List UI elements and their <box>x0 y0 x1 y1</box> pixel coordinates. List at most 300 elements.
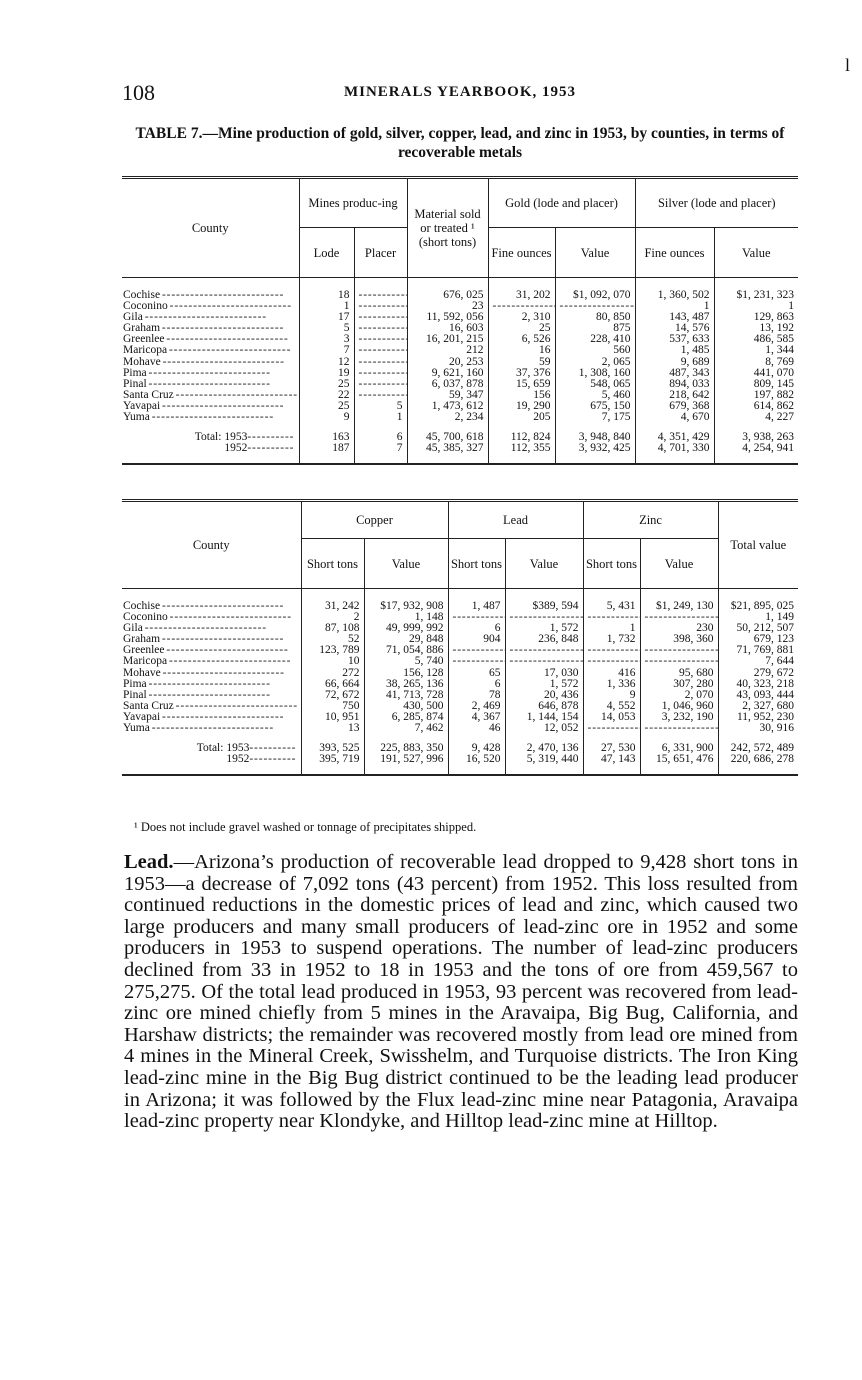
cell-lode: 25 <box>299 401 354 412</box>
empty-cell <box>354 301 407 312</box>
cell-material: 1, 473, 612 <box>407 401 488 412</box>
cell-gold_oz: 25 <box>488 323 555 334</box>
county-name: Pinal - - - <box>122 379 299 390</box>
county-name: Greenlee - - - <box>122 334 299 345</box>
cell-cu_t: 2 <box>301 612 364 623</box>
cell-material: 16, 201, 215 <box>407 334 488 345</box>
spacer-row <box>122 454 798 464</box>
table-row <box>122 601 798 612</box>
empty-cell <box>354 368 407 379</box>
cell-cu_t: 52 <box>301 634 364 645</box>
table-row <box>122 690 798 701</box>
cell-pb_t: 1, 487 <box>448 601 505 612</box>
table-row <box>122 634 798 645</box>
cell-gold_oz: 15, 659 <box>488 379 555 390</box>
cell-gold_val: 2, 065 <box>555 357 635 368</box>
county-name: Maricopa - - - <box>122 656 301 667</box>
spacer-cell <box>354 423 407 432</box>
table-row <box>122 368 798 379</box>
total-silver_oz: 4, 701, 330 <box>635 443 714 454</box>
cell-cu_t: 750 <box>301 701 364 712</box>
paragraph-lead-in: Lead. <box>124 851 174 873</box>
table-row <box>122 623 798 634</box>
cell-total: 679, 123 <box>718 634 798 645</box>
cell-zn_t: 4, 552 <box>583 701 640 712</box>
spacer-cell <box>635 278 714 291</box>
cell-zn_v: $1, 249, 130 <box>640 601 718 612</box>
total-row <box>122 432 798 443</box>
cell-silver_oz: 143, 487 <box>635 312 714 323</box>
cell-total: 40, 323, 218 <box>718 679 798 690</box>
total-silver_val: 3, 938, 263 <box>714 432 798 443</box>
cell-silver_oz: 9, 689 <box>635 357 714 368</box>
empty-cell <box>640 656 718 667</box>
empty-cell <box>505 656 583 667</box>
cell-cu_v: 156, 128 <box>364 668 448 679</box>
cell-silver_oz: 894, 033 <box>635 379 714 390</box>
county-name: Coconino - - - <box>122 301 299 312</box>
spacer-cell <box>488 278 555 291</box>
cell-material: 676, 025 <box>407 290 488 301</box>
footnote: ¹ Does not include gravel washed or tonnage of precipitates shipped. <box>134 820 477 834</box>
spacer-cell <box>635 454 714 464</box>
total-silver_oz: 4, 351, 429 <box>635 432 714 443</box>
cell-gold_oz: 205 <box>488 412 555 423</box>
spacer-cell <box>718 765 798 775</box>
spacer-cell <box>640 765 718 775</box>
cell-material: 6, 037, 878 <box>407 379 488 390</box>
total-pb_t: 16, 520 <box>448 754 505 765</box>
cell-pb_t: 65 <box>448 668 505 679</box>
col-zinc-value: Value <box>640 539 718 589</box>
table-row <box>122 290 798 301</box>
total-zn_v: 6, 331, 900 <box>640 743 718 754</box>
total-zn_v: 15, 651, 476 <box>640 754 718 765</box>
spacer-cell <box>583 765 640 775</box>
empty-cell <box>640 645 718 656</box>
empty-cell <box>354 312 407 323</box>
cell-pb_t: 4, 367 <box>448 712 505 723</box>
total-total: 220, 686, 278 <box>718 754 798 765</box>
page-header <box>122 80 798 110</box>
cell-total: 50, 212, 507 <box>718 623 798 634</box>
cell-pb_t: 78 <box>448 690 505 701</box>
spacer-cell <box>448 589 505 602</box>
spacer-row <box>122 278 798 291</box>
cell-silver_oz: 537, 633 <box>635 334 714 345</box>
total-cu_v: 225, 883, 350 <box>364 743 448 754</box>
cell-total: 11, 952, 230 <box>718 712 798 723</box>
cell-gold_val: 5, 460 <box>555 390 635 401</box>
col-silver-fine-ounces: Fine ounces <box>635 228 714 278</box>
table-row <box>122 645 798 656</box>
county-name: Yuma - - - <box>122 412 299 423</box>
cell-zn_v: 3, 232, 190 <box>640 712 718 723</box>
cell-cu_v: 5, 740 <box>364 656 448 667</box>
cell-gold_val: 548, 065 <box>555 379 635 390</box>
cell-zn_v: 95, 680 <box>640 668 718 679</box>
cell-pb_v: 1, 572 <box>505 679 583 690</box>
cell-cu_v: 1, 148 <box>364 612 448 623</box>
county-name: Mohave - - - <box>122 357 299 368</box>
spacer-cell <box>583 589 640 602</box>
col-silver: Silver (lode and placer) <box>635 178 798 228</box>
cell-pb_v: 236, 848 <box>505 634 583 645</box>
total-pb_v: 2, 470, 136 <box>505 743 583 754</box>
cell-lode: 9 <box>299 412 354 423</box>
cell-zn_v: 398, 360 <box>640 634 718 645</box>
cell-zn_v: 1, 046, 960 <box>640 701 718 712</box>
county-name: Coconino - - - <box>122 612 301 623</box>
cell-cu_v: 41, 713, 728 <box>364 690 448 701</box>
total-material: 45, 385, 327 <box>407 443 488 454</box>
cell-total: 71, 769, 881 <box>718 645 798 656</box>
spacer-cell <box>583 734 640 743</box>
spacer-cell <box>122 454 299 464</box>
spacer-cell <box>555 278 635 291</box>
empty-cell <box>354 345 407 356</box>
spacer-cell <box>122 734 301 743</box>
cell-material: 212 <box>407 345 488 356</box>
spacer-cell <box>505 765 583 775</box>
cell-silver_oz: 1, 360, 502 <box>635 290 714 301</box>
total-material: 45, 700, 618 <box>407 432 488 443</box>
cell-gold_oz: 37, 376 <box>488 368 555 379</box>
cell-pb_t: 6 <box>448 623 505 634</box>
cell-cu_t: 10, 951 <box>301 712 364 723</box>
table-row <box>122 334 798 345</box>
col-silver-value: Value <box>714 228 798 278</box>
total-zn_t: 47, 143 <box>583 754 640 765</box>
total-cu_t: 395, 719 <box>301 754 364 765</box>
cell-material: 20, 253 <box>407 357 488 368</box>
total-pb_t: 9, 428 <box>448 743 505 754</box>
cell-silver_val: 13, 192 <box>714 323 798 334</box>
spacer-cell <box>299 454 354 464</box>
cell-placer: 1 <box>354 412 407 423</box>
spacer-cell <box>555 454 635 464</box>
cell-cu_v: 430, 500 <box>364 701 448 712</box>
cell-silver_oz: 218, 642 <box>635 390 714 401</box>
cell-cu_v: 38, 265, 136 <box>364 679 448 690</box>
empty-cell <box>505 612 583 623</box>
col-material: Material sold or treated ¹ (short tons) <box>407 178 488 278</box>
cell-cu_v: $17, 932, 908 <box>364 601 448 612</box>
cell-gold_oz: 6, 526 <box>488 334 555 345</box>
total-total: 242, 572, 489 <box>718 743 798 754</box>
spacer-cell <box>407 454 488 464</box>
cell-cu_v: 71, 054, 886 <box>364 645 448 656</box>
cell-silver_val: 441, 070 <box>714 368 798 379</box>
cell-gold_oz: 2, 310 <box>488 312 555 323</box>
table-row <box>122 701 798 712</box>
county-name: Pima - - - <box>122 368 299 379</box>
cell-zn_t: 416 <box>583 668 640 679</box>
county-name: Gila - - - <box>122 312 299 323</box>
empty-cell <box>640 612 718 623</box>
table-row <box>122 401 798 412</box>
county-name: Maricopa - - - <box>122 345 299 356</box>
col-gold-value: Value <box>555 228 635 278</box>
cell-pb_v: 1, 144, 154 <box>505 712 583 723</box>
cell-material: 11, 592, 056 <box>407 312 488 323</box>
col-lead-short-tons: Short tons <box>448 539 505 589</box>
spacer-cell <box>354 278 407 291</box>
table-row <box>122 390 798 401</box>
cell-gold_oz: 31, 202 <box>488 290 555 301</box>
spacer-row <box>122 589 798 602</box>
col-county: County <box>122 501 301 589</box>
empty-cell <box>448 645 505 656</box>
col-zinc-short-tons: Short tons <box>583 539 640 589</box>
spacer-cell <box>301 734 364 743</box>
cell-cu_v: 49, 999, 992 <box>364 623 448 634</box>
cell-lode: 19 <box>299 368 354 379</box>
total-silver_val: 4, 254, 941 <box>714 443 798 454</box>
col-copper-value: Value <box>364 539 448 589</box>
cell-material: 2, 234 <box>407 412 488 423</box>
col-mines-producing: Mines produc-ing <box>299 178 407 228</box>
cell-silver_oz: 1 <box>635 301 714 312</box>
cell-silver_val: $1, 231, 323 <box>714 290 798 301</box>
cell-zn_v: 230 <box>640 623 718 634</box>
gold-silver-table <box>122 176 798 465</box>
county-name: Pinal - - - <box>122 690 301 701</box>
cell-zn_v: 307, 280 <box>640 679 718 690</box>
cell-zn_t: 5, 431 <box>583 601 640 612</box>
total-cu_v: 191, 527, 996 <box>364 754 448 765</box>
spacer-cell <box>407 278 488 291</box>
cell-cu_t: 10 <box>301 656 364 667</box>
table-row <box>122 656 798 667</box>
spacer-cell <box>448 734 505 743</box>
cell-total: $21, 895, 025 <box>718 601 798 612</box>
spacer-cell <box>364 589 448 602</box>
cell-lode: 17 <box>299 312 354 323</box>
cell-cu_t: 66, 664 <box>301 679 364 690</box>
cell-cu_v: 6, 285, 874 <box>364 712 448 723</box>
cell-silver_oz: 679, 368 <box>635 401 714 412</box>
spacer-cell <box>407 423 488 432</box>
margin-mark: l <box>845 55 851 75</box>
cell-pb_t: 904 <box>448 634 505 645</box>
empty-cell <box>583 656 640 667</box>
spacer-cell <box>122 278 299 291</box>
col-total-value: Total value <box>718 501 798 589</box>
spacer-cell <box>488 423 555 432</box>
table-row <box>122 345 798 356</box>
col-county: County <box>122 178 299 278</box>
spacer-cell <box>505 589 583 602</box>
cell-zn_t: 1, 336 <box>583 679 640 690</box>
empty-cell <box>640 723 718 734</box>
cell-silver_val: 1 <box>714 301 798 312</box>
county-name: Greenlee - - - <box>122 645 301 656</box>
cell-cu_t: 13 <box>301 723 364 734</box>
cell-gold_oz: 156 <box>488 390 555 401</box>
cell-gold_val: 875 <box>555 323 635 334</box>
cell-pb_t: 2, 469 <box>448 701 505 712</box>
empty-cell <box>583 645 640 656</box>
cell-zn_t: 1 <box>583 623 640 634</box>
cell-cu_t: 87, 108 <box>301 623 364 634</box>
cell-lode: 3 <box>299 334 354 345</box>
spacer-cell <box>635 423 714 432</box>
spacer-row <box>122 765 798 775</box>
table-row <box>122 723 798 734</box>
empty-cell <box>354 334 407 345</box>
spacer-cell <box>122 423 299 432</box>
cell-cu_t: 31, 242 <box>301 601 364 612</box>
cell-zn_t: 1, 732 <box>583 634 640 645</box>
spacer-cell <box>640 589 718 602</box>
spacer-cell <box>488 454 555 464</box>
county-name: Yavapai - - - <box>122 401 299 412</box>
spacer-cell <box>299 278 354 291</box>
cell-gold_val: 80, 850 <box>555 312 635 323</box>
total-zn_t: 27, 530 <box>583 743 640 754</box>
cell-lode: 12 <box>299 357 354 368</box>
cell-silver_oz: 1, 485 <box>635 345 714 356</box>
col-copper-short-tons: Short tons <box>301 539 364 589</box>
cell-material: 9, 621, 160 <box>407 368 488 379</box>
county-name: Gila - - - <box>122 623 301 634</box>
spacer-cell <box>714 454 798 464</box>
cell-lode: 7 <box>299 345 354 356</box>
cell-pb_v: 646, 878 <box>505 701 583 712</box>
running-title: MINERALS YEARBOOK, 1953 <box>343 84 577 100</box>
total-gold_val: 3, 932, 425 <box>555 443 635 454</box>
total-placer: 6 <box>354 432 407 443</box>
total-label: 1952 - - - <box>122 443 299 454</box>
spacer-row <box>122 734 798 743</box>
cell-gold_val: 675, 150 <box>555 401 635 412</box>
cell-silver_val: 1, 344 <box>714 345 798 356</box>
cell-total: 7, 644 <box>718 656 798 667</box>
table-row <box>122 712 798 723</box>
cell-total: 1, 149 <box>718 612 798 623</box>
empty-cell <box>555 301 635 312</box>
col-lead-value: Value <box>505 539 583 589</box>
cell-pb_v: 12, 052 <box>505 723 583 734</box>
cell-cu_v: 29, 848 <box>364 634 448 645</box>
total-row <box>122 743 798 754</box>
spacer-cell <box>122 765 301 775</box>
col-placer: Placer <box>354 228 407 278</box>
paragraph-text: —Arizona’s production of recoverable lead dropped to 9,428 short tons in 1953—a decrease of 7,092 tons (43 percent) from 1952. This loss resulted from continued reductions in the domestic prices of lead and zinc, which caused two large producers and many small producers of lead-zinc ore in 1952 and some producers in 1953 to suspend operations. The number of lead-zinc producers declined from 33 in 1952 to 18 in 1953 and the tons of ore from 459,567 to 275,275. Of the total lead produced in 1953, 93 percent was recovered from lead-zinc ore mined chiefly from 5 mines in the Aravaipa, Big Bug, California, and Harshaw districts; the remainder was recovered mostly from lead ore mined from 4 mines in the Mineral Creek, Swisshelm, and Turquoise districts. The Iron King lead-zinc mine in the Big Bug district continued to be the leading lead producer in Arizona; it was followed by the Flux lead-zinc mine near Patagonia, Aravaipa lead-zinc property near Klondyke, and Hilltop lead-zinc mine at Hilltop. <box>124 851 798 1133</box>
county-name: Cochise - - - <box>122 290 299 301</box>
cell-lode: 25 <box>299 379 354 390</box>
cell-gold_val: 560 <box>555 345 635 356</box>
total-gold_val: 3, 948, 840 <box>555 432 635 443</box>
cell-lode: 22 <box>299 390 354 401</box>
cell-gold_oz: 59 <box>488 357 555 368</box>
cell-zn_t: 9 <box>583 690 640 701</box>
county-name: Graham - - - <box>122 634 301 645</box>
spacer-row <box>122 423 798 432</box>
total-lode: 187 <box>299 443 354 454</box>
county-name: Yavapai - - - <box>122 712 301 723</box>
spacer-cell <box>505 734 583 743</box>
table-row <box>122 412 798 423</box>
cell-material: 23 <box>407 301 488 312</box>
spacer-cell <box>555 423 635 432</box>
spacer-cell <box>714 423 798 432</box>
total-label: Total: 1953 - - - <box>122 743 301 754</box>
cell-material: 16, 603 <box>407 323 488 334</box>
total-label: Total: 1953 - - - <box>122 432 299 443</box>
cell-cu_v: 7, 462 <box>364 723 448 734</box>
county-name: Mohave - - - <box>122 668 301 679</box>
table-title: TABLE 7.—Mine production of gold, silver, copper, lead, and zinc in 1953, by counties, in terms of recoverable metals <box>135 125 785 161</box>
copper-lead-zinc-table <box>122 499 798 776</box>
empty-cell <box>354 323 407 334</box>
cell-silver_val: 614, 862 <box>714 401 798 412</box>
spacer-cell <box>301 589 364 602</box>
cell-pb_v: 20, 436 <box>505 690 583 701</box>
cell-pb_v: 1, 572 <box>505 623 583 634</box>
cell-lode: 1 <box>299 301 354 312</box>
total-gold_oz: 112, 824 <box>488 432 555 443</box>
cell-gold_val: 228, 410 <box>555 334 635 345</box>
cell-pb_v: $389, 594 <box>505 601 583 612</box>
total-label: 1952 - - - <box>122 754 301 765</box>
col-zinc: Zinc <box>583 501 718 539</box>
table-row <box>122 323 798 334</box>
spacer-cell <box>718 734 798 743</box>
cell-cu_t: 123, 789 <box>301 645 364 656</box>
total-row <box>122 754 798 765</box>
cell-total: 30, 916 <box>718 723 798 734</box>
cell-lode: 18 <box>299 290 354 301</box>
county-name: Pima - - - <box>122 679 301 690</box>
body-paragraph <box>124 852 798 1133</box>
table-row <box>122 357 798 368</box>
table-row <box>122 679 798 690</box>
empty-cell <box>583 612 640 623</box>
spacer-cell <box>714 278 798 291</box>
county-name: Cochise - - - <box>122 601 301 612</box>
cell-total: 2, 327, 680 <box>718 701 798 712</box>
cell-gold_oz: 16 <box>488 345 555 356</box>
empty-cell <box>354 390 407 401</box>
cell-silver_oz: 487, 343 <box>635 368 714 379</box>
spacer-cell <box>718 589 798 602</box>
total-lode: 163 <box>299 432 354 443</box>
cell-silver_val: 809, 145 <box>714 379 798 390</box>
county-name: Santa Cruz - - - <box>122 390 299 401</box>
spacer-cell <box>364 734 448 743</box>
cell-cu_t: 72, 672 <box>301 690 364 701</box>
table-row <box>122 301 798 312</box>
table-row <box>122 312 798 323</box>
cell-gold_val: $1, 092, 070 <box>555 290 635 301</box>
cell-lode: 5 <box>299 323 354 334</box>
cell-silver_val: 486, 585 <box>714 334 798 345</box>
col-lode: Lode <box>299 228 354 278</box>
cell-gold_val: 1, 308, 160 <box>555 368 635 379</box>
cell-silver_val: 4, 227 <box>714 412 798 423</box>
cell-cu_t: 272 <box>301 668 364 679</box>
empty-cell <box>354 357 407 368</box>
table-row <box>122 612 798 623</box>
col-lead: Lead <box>448 501 583 539</box>
cell-total: 279, 672 <box>718 668 798 679</box>
col-gold-fine-ounces: Fine ounces <box>488 228 555 278</box>
county-name: Graham - - - <box>122 323 299 334</box>
empty-cell <box>448 656 505 667</box>
cell-total: 43, 093, 444 <box>718 690 798 701</box>
